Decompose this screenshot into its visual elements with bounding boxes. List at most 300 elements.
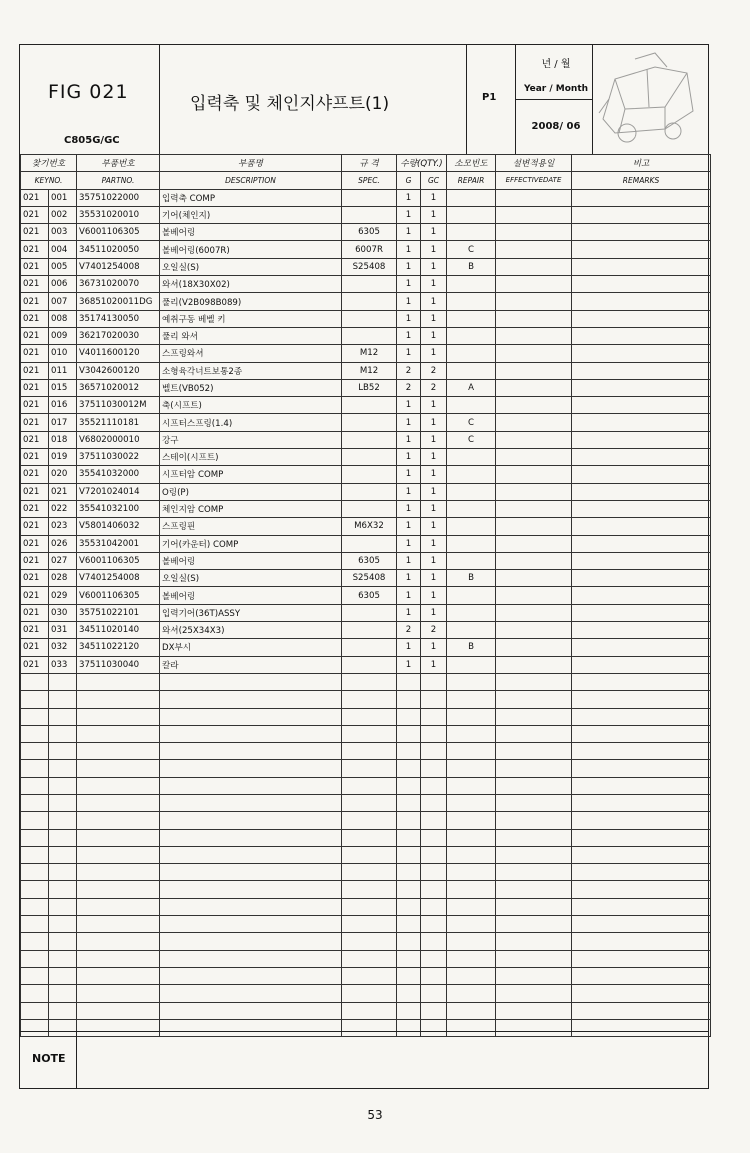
cell-key-no: 018: [49, 431, 77, 448]
cell-remarks: [572, 570, 711, 587]
col-desc-en: DESCRIPTION: [160, 172, 342, 189]
cell-spec: 6305: [342, 224, 397, 241]
cell-description: [160, 898, 342, 915]
cell-key-fig: 021: [21, 362, 49, 379]
cell-effective-date: [496, 362, 572, 379]
cell-qty-gc: [421, 967, 447, 984]
cell-repair: [447, 362, 496, 379]
cell-part-no: 36851020011DG: [77, 293, 160, 310]
cell-key-no: 006: [49, 276, 77, 293]
col-key-en: KEYNO.: [21, 172, 77, 189]
sheet-header: [20, 45, 708, 155]
cell-spec: [342, 1002, 397, 1019]
cell-part-no: 36217020030: [77, 327, 160, 344]
table-row: [21, 552, 711, 569]
cell-effective-date: [496, 933, 572, 950]
table-row: [21, 535, 711, 552]
cell-repair: [447, 985, 496, 1002]
cell-remarks: [572, 794, 711, 811]
cell-qty-g: 1: [397, 345, 421, 362]
cell-key-no: [49, 881, 77, 898]
cell-remarks: [572, 881, 711, 898]
cell-spec: [342, 639, 397, 656]
cell-qty-g: 1: [397, 327, 421, 344]
cell-remarks: [572, 466, 711, 483]
cell-description: 시프터암 COMP: [160, 466, 342, 483]
cell-qty-gc: 1: [421, 483, 447, 500]
table-row: [21, 708, 711, 725]
cell-description: 입력기어(36T)ASSY: [160, 604, 342, 621]
cell-effective-date: [496, 846, 572, 863]
cell-part-no: 35531042001: [77, 535, 160, 552]
table-row: [21, 985, 711, 1002]
cell-remarks: [572, 587, 711, 604]
cell-part-no: [77, 933, 160, 950]
cell-key-no: 002: [49, 206, 77, 223]
cell-qty-gc: [421, 777, 447, 794]
cell-repair: [447, 708, 496, 725]
cell-remarks: [572, 743, 711, 760]
cell-qty-gc: 1: [421, 224, 447, 241]
cell-remarks: [572, 535, 711, 552]
cell-remarks: [572, 500, 711, 517]
cell-part-no: [77, 777, 160, 794]
cell-repair: B: [447, 639, 496, 656]
cell-key-no: [49, 760, 77, 777]
cell-qty-g: 1: [397, 604, 421, 621]
sheet-title: 입력축 및 체인지샤프트(1): [190, 94, 390, 114]
cell-remarks: [572, 985, 711, 1002]
cell-qty-gc: 1: [421, 518, 447, 535]
cell-spec: [342, 812, 397, 829]
table-row: [21, 604, 711, 621]
table-row: [21, 794, 711, 811]
cell-qty-g: 2: [397, 622, 421, 639]
cell-part-no: [77, 691, 160, 708]
year-month-label-en: Year / Month: [523, 84, 589, 94]
cell-description: 스프링와셔: [160, 345, 342, 362]
cell-qty-g: [397, 812, 421, 829]
cell-part-no: [77, 708, 160, 725]
cell-effective-date: [496, 673, 572, 690]
cell-qty-gc: 1: [421, 500, 447, 517]
table-row: [21, 500, 711, 517]
cell-spec: [342, 535, 397, 552]
cell-qty-gc: [421, 691, 447, 708]
cell-key-no: 020: [49, 466, 77, 483]
cell-key-no: 011: [49, 362, 77, 379]
cell-part-no: [77, 1002, 160, 1019]
cell-repair: [447, 916, 496, 933]
cell-spec: [342, 933, 397, 950]
cell-part-no: [77, 985, 160, 1002]
cell-qty-g: 1: [397, 449, 421, 466]
cell-part-no: [77, 967, 160, 984]
cell-repair: A: [447, 379, 496, 396]
cell-spec: [342, 898, 397, 915]
cell-key-no: 007: [49, 293, 77, 310]
cell-qty-gc: [421, 898, 447, 915]
cell-effective-date: [496, 276, 572, 293]
cell-spec: [342, 206, 397, 223]
cell-qty-gc: 1: [421, 431, 447, 448]
cell-spec: [342, 725, 397, 742]
cell-description: [160, 846, 342, 863]
cell-spec: [342, 293, 397, 310]
cell-qty-gc: 1: [421, 639, 447, 656]
cell-spec: [342, 656, 397, 673]
cell-key-fig: 021: [21, 552, 49, 569]
cell-key-fig: 021: [21, 604, 49, 621]
cell-effective-date: [496, 725, 572, 742]
cell-repair: [447, 743, 496, 760]
cell-remarks: [572, 276, 711, 293]
page-code: P1: [482, 92, 497, 103]
table-row: [21, 691, 711, 708]
note-label: NOTE: [32, 1052, 66, 1065]
cell-qty-g: [397, 950, 421, 967]
table-row: [21, 310, 711, 327]
cell-spec: [342, 829, 397, 846]
cell-qty-gc: [421, 760, 447, 777]
cell-remarks: [572, 846, 711, 863]
cell-repair: [447, 310, 496, 327]
cell-spec: M12: [342, 345, 397, 362]
cell-qty-g: [397, 985, 421, 1002]
table-row: [21, 829, 711, 846]
cell-qty-gc: 1: [421, 414, 447, 431]
cell-part-no: V6001106305: [77, 587, 160, 604]
cell-key-fig: [21, 846, 49, 863]
cell-repair: [447, 345, 496, 362]
page-number: 53: [367, 1108, 383, 1122]
cell-repair: [447, 950, 496, 967]
cell-qty-g: 1: [397, 258, 421, 275]
cell-key-no: 029: [49, 587, 77, 604]
cell-effective-date: [496, 812, 572, 829]
cell-repair: [447, 622, 496, 639]
table-row: [21, 950, 711, 967]
cell-repair: [447, 449, 496, 466]
table-row: [21, 258, 711, 275]
cell-description: [160, 950, 342, 967]
table-row: [21, 241, 711, 258]
cell-qty-gc: 1: [421, 604, 447, 621]
cell-qty-gc: 1: [421, 570, 447, 587]
cell-part-no: 35751022000: [77, 189, 160, 206]
cell-remarks: [572, 639, 711, 656]
cell-qty-g: [397, 673, 421, 690]
cell-key-fig: [21, 725, 49, 742]
cell-spec: [342, 310, 397, 327]
cell-key-fig: [21, 985, 49, 1002]
cell-effective-date: [496, 379, 572, 396]
cell-key-fig: [21, 673, 49, 690]
cell-key-no: [49, 950, 77, 967]
cell-remarks: [572, 379, 711, 396]
cell-key-fig: [21, 829, 49, 846]
table-row: [21, 224, 711, 241]
cell-description: [160, 673, 342, 690]
machine-sketch-icon: [595, 49, 705, 149]
cell-qty-gc: 1: [421, 656, 447, 673]
cell-spec: 6305: [342, 552, 397, 569]
cell-description: [160, 933, 342, 950]
cell-part-no: [77, 898, 160, 915]
cell-description: [160, 743, 342, 760]
cell-spec: [342, 794, 397, 811]
cell-part-no: 35541032100: [77, 500, 160, 517]
cell-qty-gc: 1: [421, 535, 447, 552]
col-qty-gc: GC: [421, 172, 447, 189]
cell-qty-g: 1: [397, 276, 421, 293]
cell-repair: [447, 656, 496, 673]
cell-qty-g: 1: [397, 570, 421, 587]
note-section: [20, 1031, 708, 1088]
cell-description: [160, 725, 342, 742]
cell-key-fig: 021: [21, 639, 49, 656]
cell-qty-gc: 2: [421, 362, 447, 379]
table-row: [21, 864, 711, 881]
cell-repair: [447, 673, 496, 690]
cell-repair: [447, 691, 496, 708]
cell-qty-gc: [421, 1002, 447, 1019]
cell-effective-date: [496, 985, 572, 1002]
cell-key-no: [49, 794, 77, 811]
cell-spec: [342, 708, 397, 725]
cell-key-fig: 021: [21, 535, 49, 552]
table-row: [21, 518, 711, 535]
cell-remarks: [572, 206, 711, 223]
cell-remarks: [572, 967, 711, 984]
cell-qty-g: [397, 967, 421, 984]
cell-remarks: [572, 518, 711, 535]
table-row: [21, 967, 711, 984]
cell-description: [160, 881, 342, 898]
cell-key-no: [49, 777, 77, 794]
cell-effective-date: [496, 587, 572, 604]
col-qty-g: G: [397, 172, 421, 189]
cell-effective-date: [496, 466, 572, 483]
cell-key-fig: 021: [21, 189, 49, 206]
cell-part-no: V4011600120: [77, 345, 160, 362]
table-row: [21, 656, 711, 673]
cell-key-fig: [21, 691, 49, 708]
cell-part-no: [77, 794, 160, 811]
cell-key-no: 023: [49, 518, 77, 535]
cell-remarks: [572, 1002, 711, 1019]
cell-effective-date: [496, 1002, 572, 1019]
cell-qty-gc: 2: [421, 622, 447, 639]
cell-qty-g: 1: [397, 414, 421, 431]
table-row: [21, 587, 711, 604]
cell-remarks: [572, 449, 711, 466]
cell-key-fig: [21, 950, 49, 967]
col-eff-en: EFFECTIVEDATE: [496, 172, 572, 189]
cell-spec: [342, 189, 397, 206]
cell-part-no: [77, 916, 160, 933]
cell-part-no: 35541032000: [77, 466, 160, 483]
cell-remarks: [572, 431, 711, 448]
cell-qty-gc: 1: [421, 449, 447, 466]
table-row: [21, 639, 711, 656]
cell-description: 스테이(시프트): [160, 449, 342, 466]
cell-key-fig: [21, 794, 49, 811]
cell-qty-g: 1: [397, 552, 421, 569]
cell-qty-g: 1: [397, 518, 421, 535]
cell-key-fig: [21, 933, 49, 950]
cell-repair: [447, 1002, 496, 1019]
cell-repair: B: [447, 570, 496, 587]
cell-key-fig: 021: [21, 431, 49, 448]
cell-remarks: [572, 258, 711, 275]
cell-key-no: 019: [49, 449, 77, 466]
cell-description: 와셔(25X34X3): [160, 622, 342, 639]
cell-description: [160, 985, 342, 1002]
table-row: [21, 916, 711, 933]
cell-repair: [447, 898, 496, 915]
cell-effective-date: [496, 950, 572, 967]
cell-key-no: 027: [49, 552, 77, 569]
cell-qty-g: 1: [397, 310, 421, 327]
cell-qty-g: 1: [397, 656, 421, 673]
cell-key-no: 026: [49, 535, 77, 552]
cell-key-fig: [21, 760, 49, 777]
year-month-label-ko: 년 / 월: [541, 59, 571, 70]
cell-effective-date: [496, 258, 572, 275]
cell-qty-g: 1: [397, 483, 421, 500]
cell-effective-date: [496, 241, 572, 258]
cell-effective-date: [496, 293, 572, 310]
cell-remarks: [572, 397, 711, 414]
cell-remarks: [572, 622, 711, 639]
cell-key-no: [49, 933, 77, 950]
cell-key-no: 028: [49, 570, 77, 587]
cell-effective-date: [496, 967, 572, 984]
cell-qty-g: 2: [397, 379, 421, 396]
cell-key-no: 031: [49, 622, 77, 639]
cell-key-fig: 021: [21, 276, 49, 293]
cell-description: 풀리(V2B098B089): [160, 293, 342, 310]
cell-effective-date: [496, 397, 572, 414]
cell-spec: [342, 466, 397, 483]
cell-remarks: [572, 362, 711, 379]
cell-description: [160, 777, 342, 794]
cell-part-no: 35751022101: [77, 604, 160, 621]
table-row: [21, 466, 711, 483]
cell-key-no: [49, 864, 77, 881]
col-repair-en: REPAIR: [447, 172, 496, 189]
cell-key-no: [49, 967, 77, 984]
cell-key-fig: 021: [21, 622, 49, 639]
cell-key-no: [49, 898, 77, 915]
cell-effective-date: [496, 189, 572, 206]
cell-qty-g: [397, 708, 421, 725]
table-row: [21, 483, 711, 500]
cell-part-no: [77, 812, 160, 829]
model-name: C805G/GC: [64, 135, 120, 146]
cell-repair: C: [447, 241, 496, 258]
table-row: [21, 777, 711, 794]
cell-repair: C: [447, 431, 496, 448]
cell-effective-date: [496, 414, 572, 431]
cell-spec: [342, 431, 397, 448]
cell-qty-gc: [421, 864, 447, 881]
cell-effective-date: [496, 743, 572, 760]
cell-spec: [342, 760, 397, 777]
cell-qty-g: [397, 916, 421, 933]
cell-effective-date: [496, 777, 572, 794]
cell-repair: [447, 829, 496, 846]
cell-qty-g: [397, 829, 421, 846]
cell-effective-date: [496, 898, 572, 915]
cell-spec: [342, 397, 397, 414]
cell-effective-date: [496, 760, 572, 777]
cell-key-fig: 021: [21, 224, 49, 241]
table-row: [21, 449, 711, 466]
cell-part-no: 37511030040: [77, 656, 160, 673]
cell-description: 체인지암 COMP: [160, 500, 342, 517]
cell-key-no: 021: [49, 483, 77, 500]
cell-qty-g: [397, 794, 421, 811]
cell-remarks: [572, 327, 711, 344]
cell-repair: [447, 206, 496, 223]
cell-part-no: [77, 673, 160, 690]
cell-spec: S25408: [342, 258, 397, 275]
cell-effective-date: [496, 535, 572, 552]
table-row: [21, 673, 711, 690]
cell-repair: [447, 725, 496, 742]
cell-description: [160, 967, 342, 984]
cell-qty-gc: 1: [421, 345, 447, 362]
cell-key-fig: 021: [21, 206, 49, 223]
cell-key-no: 015: [49, 379, 77, 396]
cell-key-no: 010: [49, 345, 77, 362]
cell-effective-date: [496, 206, 572, 223]
cell-qty-g: [397, 743, 421, 760]
cell-key-fig: [21, 708, 49, 725]
cell-key-fig: 021: [21, 293, 49, 310]
cell-part-no: 34511020050: [77, 241, 160, 258]
cell-key-no: [49, 846, 77, 863]
cell-spec: [342, 327, 397, 344]
cell-repair: [447, 500, 496, 517]
cell-repair: [447, 587, 496, 604]
cell-qty-gc: [421, 708, 447, 725]
cell-qty-g: [397, 760, 421, 777]
cell-qty-g: [397, 691, 421, 708]
cell-qty-gc: 1: [421, 587, 447, 604]
cell-qty-gc: [421, 933, 447, 950]
table-row: [21, 760, 711, 777]
cell-description: O링(P): [160, 483, 342, 500]
cell-qty-g: [397, 725, 421, 742]
cell-key-fig: 021: [21, 310, 49, 327]
cell-description: 볼베어링: [160, 587, 342, 604]
cell-key-no: [49, 673, 77, 690]
cell-key-no: 005: [49, 258, 77, 275]
cell-remarks: [572, 708, 711, 725]
cell-qty-gc: 1: [421, 466, 447, 483]
cell-qty-gc: [421, 812, 447, 829]
cell-spec: [342, 864, 397, 881]
cell-part-no: V5801406032: [77, 518, 160, 535]
cell-repair: [447, 812, 496, 829]
cell-qty-gc: [421, 846, 447, 863]
table-row: [21, 327, 711, 344]
cell-key-no: 032: [49, 639, 77, 656]
cell-remarks: [572, 552, 711, 569]
